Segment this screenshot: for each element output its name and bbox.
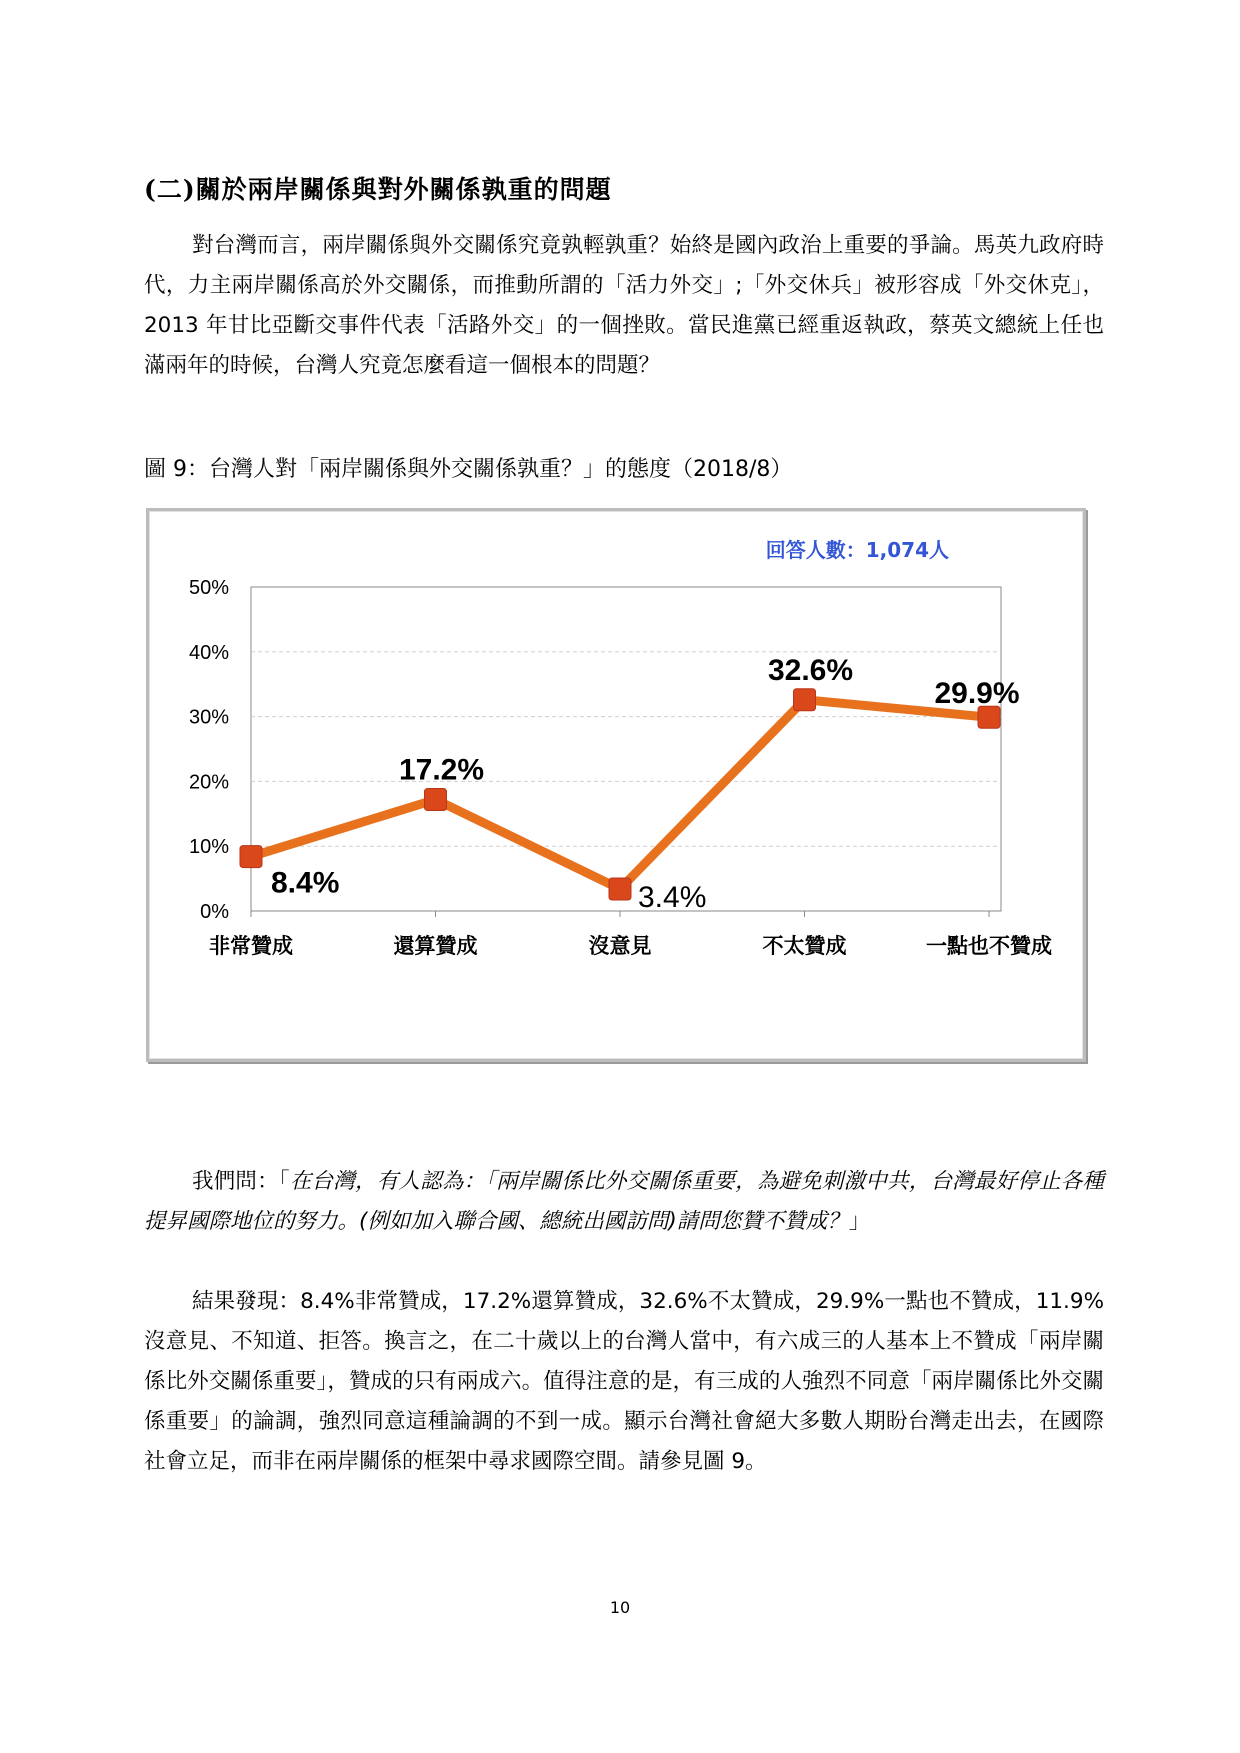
question-lead: 我們問：「 — [192, 1169, 290, 1194]
findings-paragraph: 結果發現：8.4%非常贊成，17.2%還算贊成，32.6%不太贊成，29.9%一點也不贊成，11.9%沒意見、不知道、拒答。換言之，在二十歲以上的台灣人當中，有六成三的人基本上不贊成「兩岸關係比外交關係重要」，贊成的只有兩成六。值得注意的是，有三成的人強烈不同意「兩岸關係比外交關係重要」的論調，強烈同意這種論調的不到一成。顯示台灣社會絕大多數人期盼台灣走出去，在國際社會立足，而非在兩岸關係的框架中尋求國際空間。請參見圖 9。 — [144, 1289, 1104, 1474]
respondent-count-annotation: 回答人數：1,074人 — [765, 538, 949, 562]
figure-title: 圖 9：台灣人對「兩岸關係與外交關係孰重？」的態度（2018/8） — [144, 457, 793, 482]
data-label: 3.4% — [638, 880, 707, 914]
data-point-marker — [794, 689, 816, 711]
intro-paragraph: 對台灣而言，兩岸關係與外交關係究竟孰輕孰重？始終是國內政治上重要的爭論。馬英九政府時代，力主兩岸關係高於外交關係，而推動所謂的「活力外交」;「外交休兵」被形容成「外交休克」，2013 年甘比亞斷交事件代表「活路外交」的一個挫敗。當民進黨已經重返執政，蔡英文總統上任也滿兩年的時候，台灣人究竟怎麼看這一個根本的問題？ — [144, 233, 1104, 378]
question-close: 」 — [848, 1209, 871, 1234]
plot-area-border — [251, 587, 1001, 911]
x-tick-label: 還算贊成 — [393, 934, 478, 958]
y-tick-label: 50% — [188, 577, 229, 599]
x-tick-label: 一點也不贊成 — [926, 934, 1052, 958]
data-label: 17.2% — [398, 753, 485, 787]
data-label: 32.6% — [767, 653, 854, 687]
y-tick-label: 40% — [188, 641, 229, 664]
line-chart-frame — [146, 508, 1086, 1062]
y-tick-label: 10% — [188, 836, 229, 859]
page-number: 10 — [609, 1598, 631, 1617]
data-point-marker — [240, 846, 262, 868]
line-chart — [149, 511, 1083, 1059]
data-label: 8.4% — [271, 866, 340, 900]
data-point-marker — [425, 789, 447, 811]
x-tick-label: 非常贊成 — [209, 934, 293, 958]
data-label: 29.9% — [934, 677, 1020, 711]
data-point-marker — [609, 878, 631, 900]
x-tick-label: 不太贊成 — [762, 934, 847, 958]
y-tick-label: 0% — [200, 901, 229, 923]
series-line — [251, 700, 989, 889]
y-tick-label: 30% — [188, 706, 229, 729]
x-tick-label: 沒意見 — [588, 934, 652, 958]
y-tick-label: 20% — [188, 771, 229, 794]
section-heading: (二)關於兩岸關係與對外關係孰重的問題 — [144, 175, 612, 204]
question-paragraph — [144, 1162, 1104, 1242]
question-text: 在台灣，有人認為：「兩岸關係比外交關係重要，為避免刺激中共，台灣最好停止各種提昇國際地位的努力。(例如加入聯合國、總統出國訪問)請問您贊不贊成？ — [144, 1169, 1104, 1234]
